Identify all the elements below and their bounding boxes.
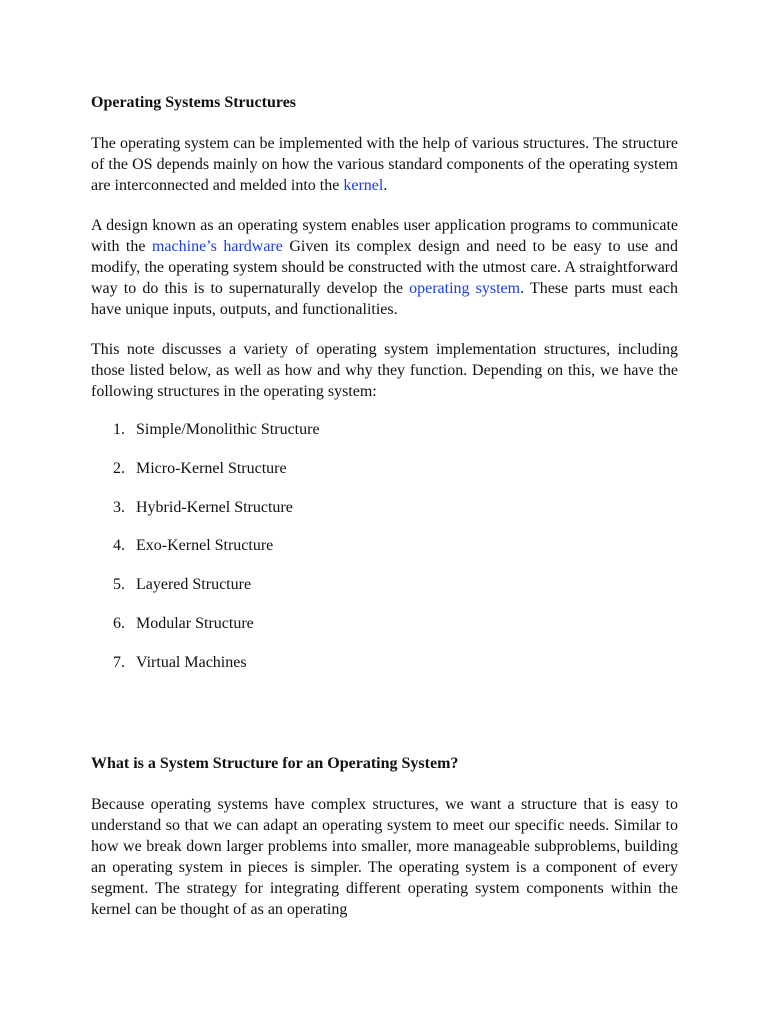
link-operating-system[interactable]: operating system xyxy=(409,280,521,297)
list-item-number: 2. xyxy=(113,459,125,477)
paragraph-design-text-3: . These parts must each have unique inputs, outputs, and functionalities. xyxy=(91,280,678,318)
document-page xyxy=(91,92,678,920)
heading-system-structure: What is a System Structure for an Operating System? xyxy=(91,754,459,772)
structures-list xyxy=(91,420,678,673)
list-item-label: Micro-Kernel Structure xyxy=(136,459,287,477)
list-item xyxy=(91,536,678,556)
list-item-label: Layered Structure xyxy=(136,576,252,594)
list-item-label: Hybrid-Kernel Structure xyxy=(136,498,293,516)
paragraph-design xyxy=(91,215,678,320)
list-item-label: Modular Structure xyxy=(136,614,254,632)
list-item xyxy=(91,575,678,595)
paragraph-intro-text: The operating system can be implemented with the help of various structures. The structure of the OS depends mainly on how the various standard components of the operating system are interconnected and melded into the xyxy=(91,135,678,194)
list-item xyxy=(91,614,678,634)
list-item xyxy=(91,498,678,518)
list-item-number: 1. xyxy=(113,421,125,438)
link-kernel[interactable]: kernel xyxy=(343,177,384,194)
paragraph-design-text-1: A design known as an operating system enables user application programs to communicate with the xyxy=(91,217,678,255)
list-item-number: 4. xyxy=(113,537,125,555)
paragraph-design-text-2: Given its complex design and need to be easy to use and modify, the operating system should be constructed with the utmost care. A straightforward way to do this is to supernaturally develop the xyxy=(91,238,678,297)
list-item xyxy=(91,420,678,440)
paragraph-system-structure: Because operating systems have complex structures, we want a structure that is easy to understand so that we can adapt an operating system to meet our specific needs. Similar to how we break down larger problems into smaller, more manageable subproblems, building an operating system in pieces is simpler. The operating system is a component of every segment. The strategy for integrating different operating system components within the kernel can be thought of as an operating xyxy=(91,795,678,918)
list-item-number: 5. xyxy=(113,576,125,594)
list-item-number: 3. xyxy=(113,498,125,516)
list-item-label: Virtual Machines xyxy=(136,653,247,671)
paragraph-note: This note discusses a variety of operating system implementation structures, including those listed below, as well as how and why they function. Depending on this, we have the following structures in the operating system: xyxy=(91,341,678,400)
paragraph-intro-end: . xyxy=(383,177,388,194)
link-machines-hardware[interactable]: machine’s hardware xyxy=(151,238,283,255)
list-item-number: 6. xyxy=(113,614,125,632)
heading-os-structures: Operating Systems Structures xyxy=(91,94,297,111)
list-item xyxy=(91,459,678,479)
list-item-number: 7. xyxy=(113,653,125,671)
paragraph-intro xyxy=(91,133,678,196)
list-item-label: Simple/Monolithic Structure xyxy=(136,421,320,438)
list-item-label: Exo-Kernel Structure xyxy=(136,537,274,555)
list-item xyxy=(91,653,678,673)
